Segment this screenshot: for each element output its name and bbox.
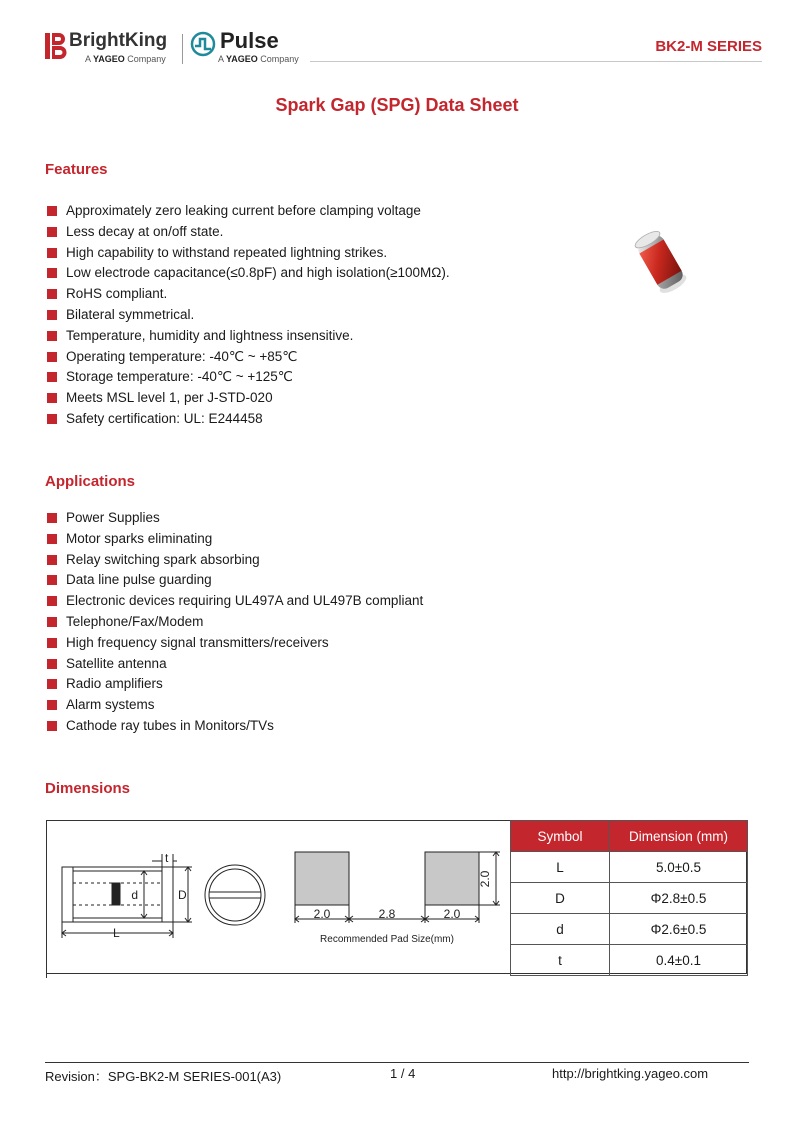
logo-divider: [182, 34, 183, 64]
list-item: [47, 716, 423, 737]
table-row: [511, 945, 748, 976]
cell-symbol: D: [511, 883, 610, 914]
cell-dimension: Φ2.8±0.5: [610, 883, 748, 914]
col-symbol: Symbol: [511, 821, 610, 852]
header-rule: [310, 61, 762, 62]
bullet-square-icon: [47, 679, 57, 689]
cell-symbol: L: [511, 852, 610, 883]
bullet-square-icon: [47, 414, 57, 424]
series-label: BK2-M SERIES: [655, 38, 762, 55]
label-pad-h: 2.0: [478, 870, 492, 888]
pulse-mark-icon: [190, 31, 216, 57]
bullet-square-icon: [47, 289, 57, 299]
pad-caption: Recommended Pad Size(mm): [320, 934, 454, 945]
bullet-square-icon: [47, 638, 57, 648]
applications-heading: Applications: [45, 473, 136, 490]
list-item: [47, 612, 423, 633]
bullet-square-icon: [47, 659, 57, 669]
bullet-square-icon: [47, 248, 57, 258]
list-item: [47, 508, 423, 529]
table-row: [511, 883, 748, 914]
footer-url[interactable]: http://brightking.yageo.com: [552, 1066, 709, 1081]
list-item: [47, 409, 450, 430]
dimensions-heading: Dimensions: [45, 780, 131, 797]
dimensions-table: [510, 820, 748, 976]
list-item-text: Data line pulse guarding: [66, 572, 212, 588]
list-item: [47, 591, 423, 612]
footer-page: 1 / 4: [390, 1066, 416, 1081]
list-item: [47, 305, 450, 326]
dimensions-frame-tick: [46, 820, 47, 978]
pulse-tagline: A YAGEO Company: [218, 54, 299, 64]
bullet-square-icon: [47, 721, 57, 731]
cell-dimension: 5.0±0.5: [610, 852, 748, 883]
cell-dimension: Φ2.6±0.5: [610, 914, 748, 945]
bullet-square-icon: [47, 372, 57, 382]
pulse-wordmark: Pulse: [220, 28, 279, 53]
list-item-text: Operating temperature: -40℃ ~ +85℃: [66, 348, 298, 364]
table-row: [511, 914, 748, 945]
list-item-text: Radio amplifiers: [66, 676, 163, 692]
bullet-square-icon: [47, 393, 57, 403]
product-image: [618, 228, 704, 298]
brightking-logo: [45, 30, 180, 68]
list-item: [47, 388, 450, 409]
list-item: [47, 674, 423, 695]
bullet-square-icon: [47, 555, 57, 565]
page-title: Spark Gap (SPG) Data Sheet: [275, 95, 519, 115]
bullet-square-icon: [47, 331, 57, 341]
list-item: [47, 263, 450, 284]
label-D: D: [178, 888, 187, 902]
list-item-text: Approximately zero leaking current before clamping voltage: [66, 203, 421, 218]
dimension-drawing: [48, 850, 508, 960]
pulse-logo: [190, 28, 310, 68]
bullet-square-icon: [47, 700, 57, 710]
list-item-text: Motor sparks eliminating: [66, 530, 213, 546]
list-item: [47, 654, 423, 675]
bullet-square-icon: [47, 617, 57, 627]
list-item: [47, 347, 450, 368]
list-item: [47, 570, 423, 591]
list-item-text: Safety certification: UL: E244458: [66, 410, 263, 426]
cell-symbol: d: [511, 914, 610, 945]
footer-rule: [45, 1062, 749, 1063]
bullet-square-icon: [47, 310, 57, 320]
list-item-text: Cathode ray tubes in Monitors/TVs: [66, 717, 274, 733]
bullet-square-icon: [47, 352, 57, 362]
label-pad-w1: 2.0: [313, 907, 331, 921]
list-item: [47, 243, 450, 264]
footer-revision: Revision：SPG-BK2-M SERIES-001(A3): [45, 1069, 282, 1084]
list-item-text: Relay switching spark absorbing: [66, 551, 260, 567]
list-item-text: Electronic devices requiring UL497A and UL497B compliant: [66, 593, 424, 609]
label-L: L: [113, 926, 120, 940]
list-item-text: Telephone/Fax/Modem: [66, 613, 204, 629]
list-item-text: Meets MSL level 1, per J-STD-020: [66, 390, 273, 406]
list-item: [47, 367, 450, 388]
label-t: t: [165, 851, 169, 865]
list-item-text: RoHS compliant.: [66, 286, 168, 302]
list-item-text: Alarm systems: [66, 697, 155, 713]
bullet-square-icon: [47, 575, 57, 585]
list-item: [47, 284, 450, 305]
label-pad-w2: 2.0: [443, 907, 461, 921]
applications-list: [47, 508, 423, 737]
list-item-text: Bilateral symmetrical.: [66, 306, 195, 322]
table-row: [511, 852, 748, 883]
label-pad-gap: 2.8: [378, 907, 396, 921]
bullet-square-icon: [47, 534, 57, 544]
list-item-text: High capability to withstand repeated lightning strikes.: [66, 244, 388, 260]
bullet-square-icon: [47, 513, 57, 523]
list-item-text: Less decay at on/off state.: [66, 223, 224, 239]
list-item: [47, 529, 423, 550]
list-item-text: Low electrode capacitance(≤0.8pF) and high isolation(≥100MΩ).: [66, 265, 450, 281]
features-list: [47, 201, 450, 430]
list-item-text: High frequency signal transmitters/receivers: [66, 634, 329, 650]
col-dimension: Dimension (mm): [610, 821, 748, 852]
list-item: [47, 222, 450, 243]
bullet-square-icon: [47, 596, 57, 606]
list-item: [47, 695, 423, 716]
label-d: d: [131, 888, 138, 902]
cell-symbol: t: [511, 945, 610, 976]
cell-dimension: 0.4±0.1: [610, 945, 748, 976]
bullet-square-icon: [47, 227, 57, 237]
brightking-wordmark: BrightKing: [69, 30, 168, 51]
list-item: [47, 550, 423, 571]
list-item-text: Satellite antenna: [66, 655, 167, 671]
brightking-tagline: A YAGEO Company: [85, 54, 166, 64]
brightking-mark-icon: [45, 33, 67, 59]
bullet-square-icon: [47, 268, 57, 278]
list-item-text: Temperature, humidity and lightness insensitive.: [66, 327, 354, 343]
list-item: [47, 326, 450, 347]
list-item: [47, 633, 423, 654]
list-item-text: Power Supplies: [66, 510, 160, 525]
list-item-text: Storage temperature: -40℃ ~ +125℃: [66, 369, 293, 385]
list-item: [47, 201, 450, 222]
features-heading: Features: [45, 161, 108, 178]
bullet-square-icon: [47, 206, 57, 216]
